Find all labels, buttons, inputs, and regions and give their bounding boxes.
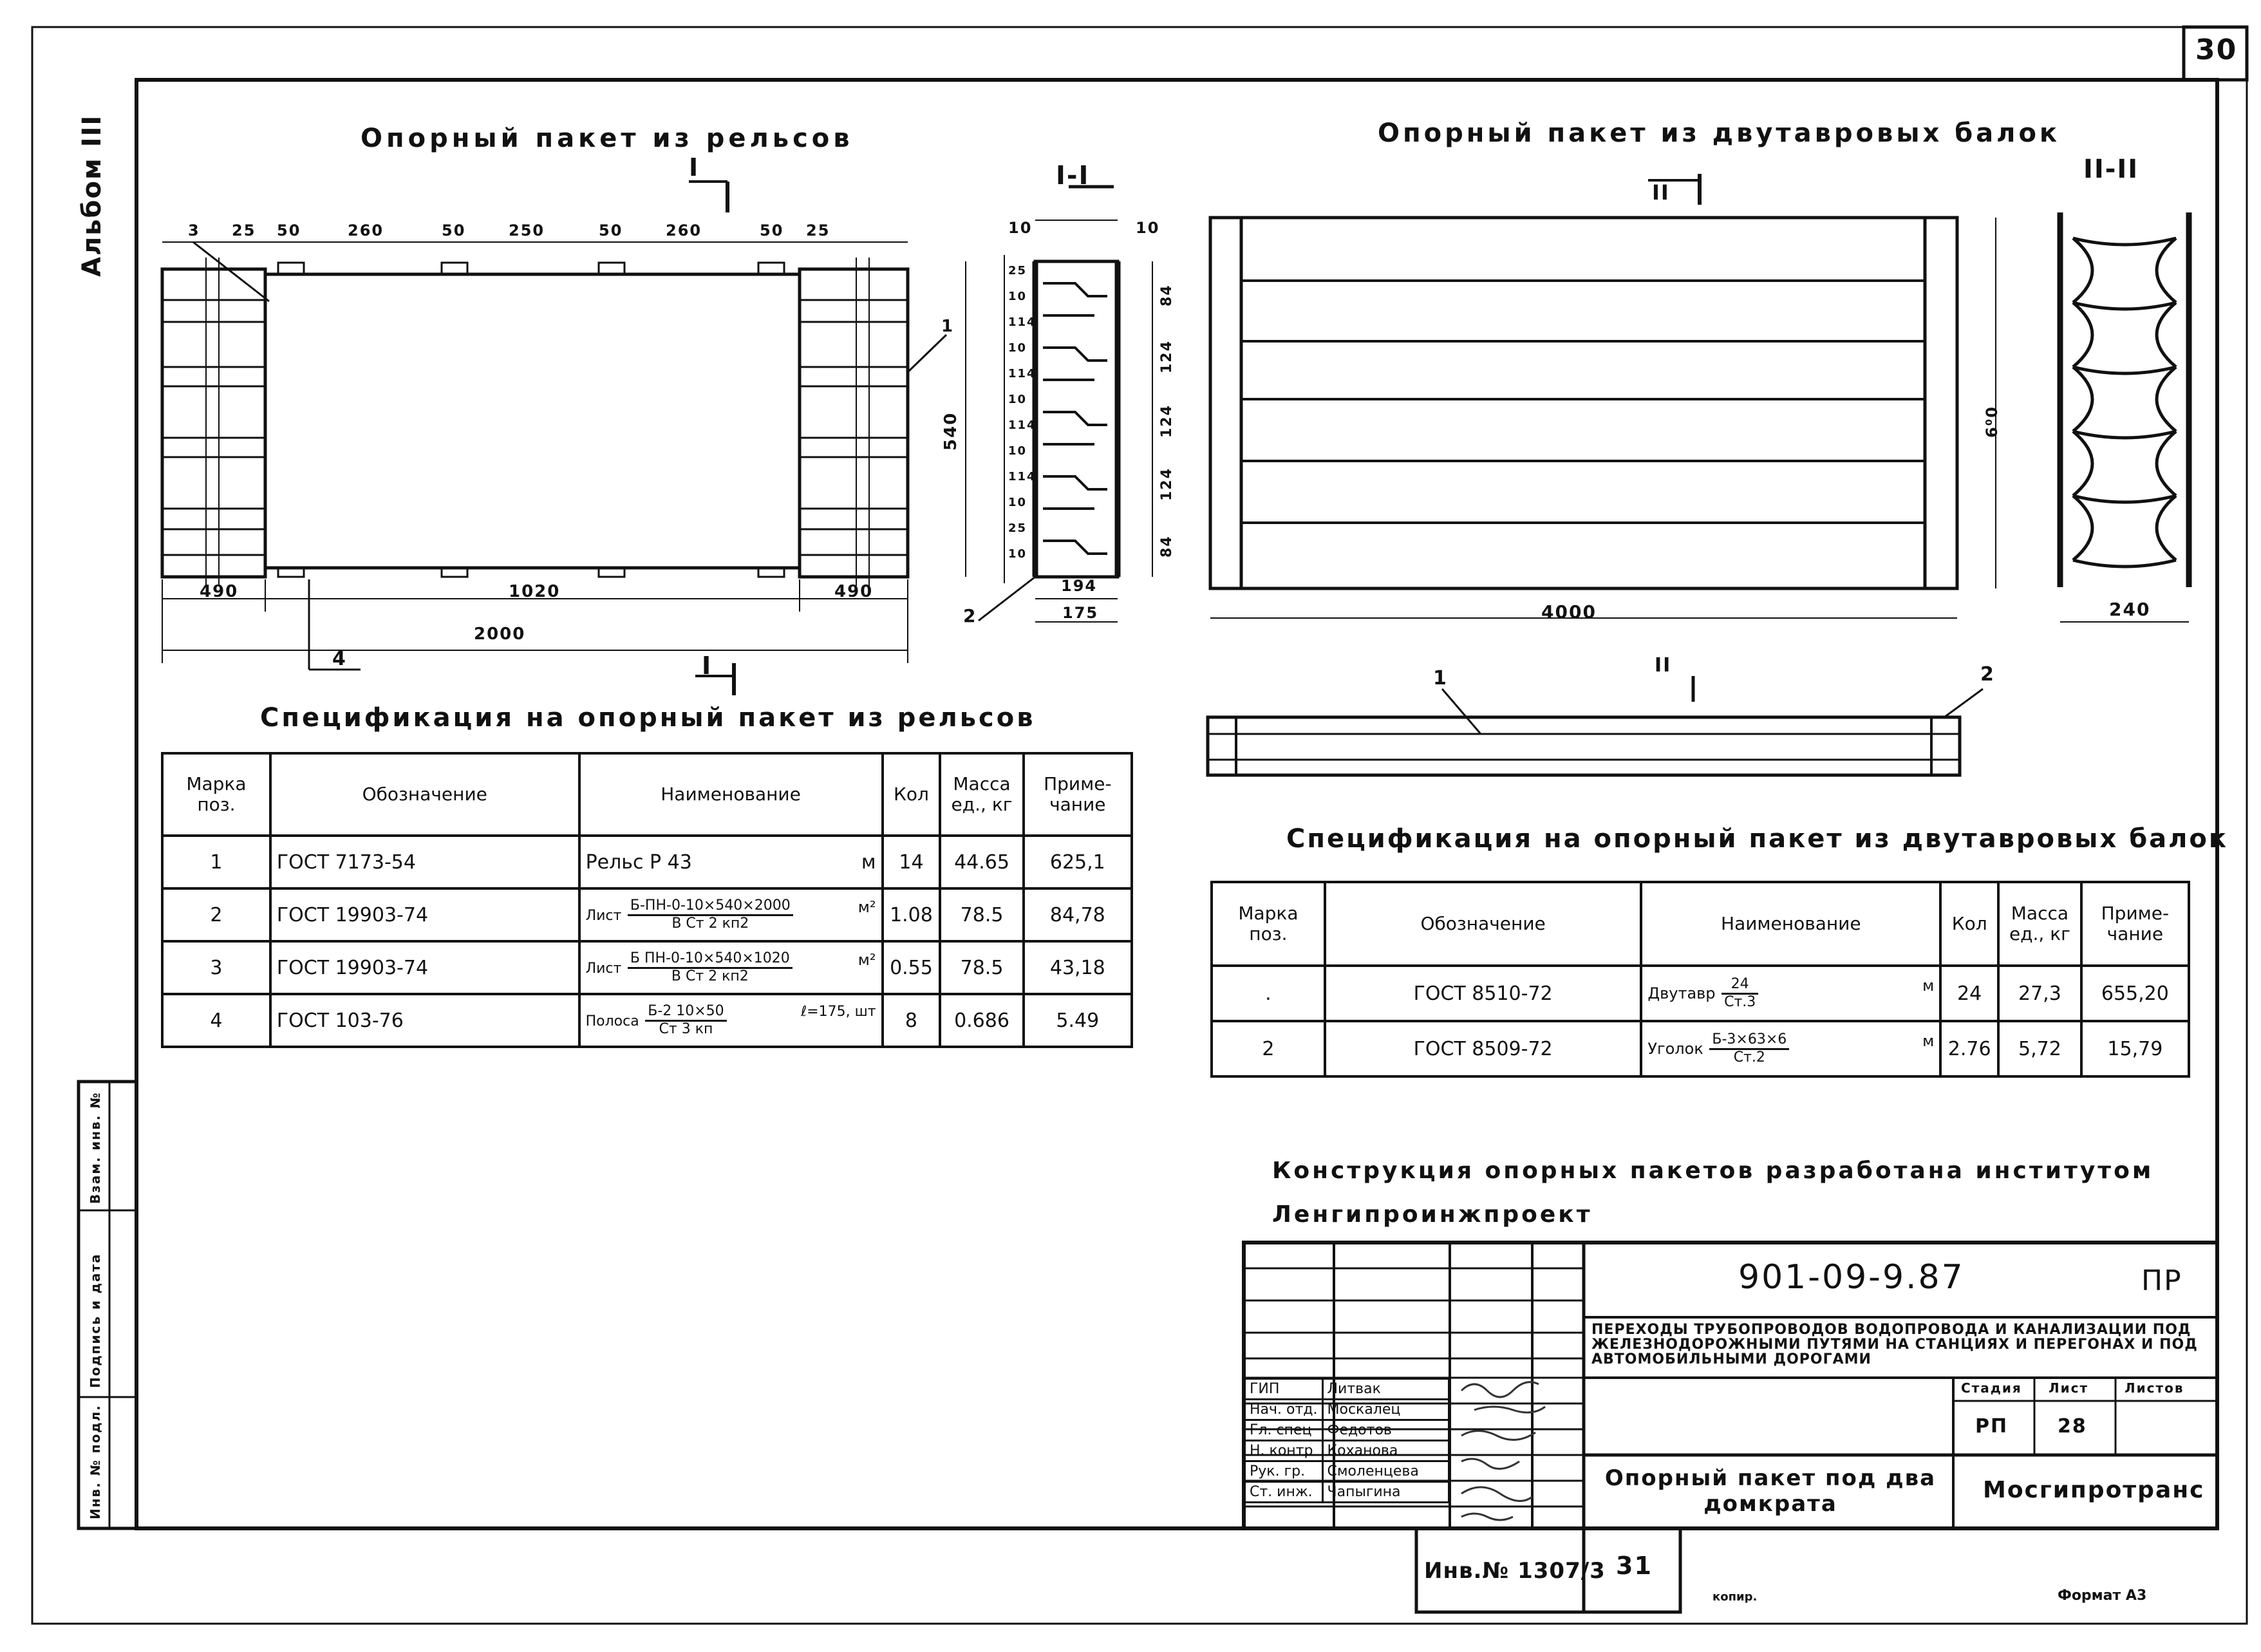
name-text: Лист bbox=[585, 908, 622, 925]
sheet-value: 28 bbox=[2058, 1415, 2087, 1438]
name-text: Полоса bbox=[585, 1013, 639, 1030]
section-left-dim: 10 bbox=[1008, 547, 1027, 561]
role: ГИП bbox=[1245, 1379, 1323, 1400]
table-row bbox=[1212, 966, 2189, 1021]
organization: Мосгипротранс bbox=[1983, 1477, 2205, 1503]
rail-spec-title: Спецификация на опорный пакет из рельсов bbox=[260, 703, 1036, 733]
rail-section-mark-bottom: I bbox=[702, 652, 713, 680]
dim-top: 260 bbox=[666, 221, 702, 239]
section-inner-width: 194 bbox=[1061, 577, 1098, 595]
section-left-dim: 10 bbox=[1008, 290, 1027, 303]
role-row bbox=[1245, 1420, 1449, 1441]
name-cell bbox=[579, 994, 883, 1047]
section-height: 540 bbox=[941, 411, 961, 451]
callout-4: 4 bbox=[332, 648, 347, 670]
table-row bbox=[162, 994, 1132, 1047]
qty-cell: 1.08 bbox=[883, 888, 941, 941]
name-fraction bbox=[645, 1004, 726, 1037]
pos-cell: . bbox=[1212, 966, 1325, 1021]
ibeam-width-dim: 240 bbox=[2109, 599, 2151, 620]
mass-cell: 27,3 bbox=[1998, 966, 2081, 1021]
project-title: ПЕРЕХОДЫ ТРУБОПРОВОДОВ ВОДОПРОВОДА И КАНАЛИЗАЦИИ ПОД ЖЕЛЕЗНОДОРОЖНЫМИ ПУТЯМИ НА СТАНЦИЯХ И ПЕРЕГОНАХ И ПОД АВТОМОБИЛЬНЫМИ ДОРОГАМИ bbox=[1591, 1322, 2198, 1368]
col-header: Кол bbox=[883, 753, 941, 836]
unit-text: м bbox=[1922, 1032, 1935, 1051]
mass-cell: 44.65 bbox=[940, 836, 1023, 888]
role: Гл. спец bbox=[1245, 1420, 1323, 1441]
ibeam-pack-title: Опорный пакет из двутавровых балок bbox=[1378, 118, 2061, 148]
ibeam-spec-table bbox=[1210, 881, 2190, 1078]
name-text: Уголок bbox=[1647, 1040, 1703, 1058]
fraction-num: Б ПН-0-10×540×1020 bbox=[628, 951, 793, 968]
person: Коханова bbox=[1322, 1441, 1449, 1461]
section-left-dim: 114 bbox=[1008, 470, 1037, 483]
mass-cell: 78.5 bbox=[940, 888, 1023, 941]
role-row bbox=[1245, 1379, 1449, 1400]
qty-cell: 24 bbox=[1940, 966, 1998, 1021]
fraction-den: Ст.3 bbox=[1724, 993, 1756, 1010]
section-left-dim: 25 bbox=[1008, 264, 1027, 277]
ibeam-spec-title: Спецификация на опорный пакет из двутавровых балок bbox=[1286, 824, 2229, 854]
fraction-num: 24 bbox=[1722, 977, 1758, 994]
drawing-title: Опорный пакет под два домкрата bbox=[1604, 1465, 1937, 1517]
qty-cell: 8 bbox=[883, 994, 941, 1047]
name-cell bbox=[579, 836, 883, 888]
section-right-dim: 124 bbox=[1159, 340, 1175, 373]
note-cell: 43,18 bbox=[1024, 941, 1132, 994]
section-right-dim: 84 bbox=[1159, 284, 1175, 306]
dim-top: 260 bbox=[348, 221, 384, 239]
callout-1: 1 bbox=[941, 317, 955, 336]
ibeam-section-mark: II bbox=[1652, 180, 1670, 205]
section-right-dim: 124 bbox=[1159, 467, 1175, 501]
designation-cell: ГОСТ 7173-54 bbox=[270, 836, 579, 888]
name-cell bbox=[1641, 966, 1940, 1021]
name-cell bbox=[579, 941, 883, 994]
dim-top: 50 bbox=[277, 221, 301, 239]
stage-value: РП bbox=[1975, 1415, 2009, 1438]
section-dim-left-top: 10 bbox=[1008, 219, 1033, 237]
designation-cell: ГОСТ 8510-72 bbox=[1325, 966, 1642, 1021]
table-row bbox=[1212, 1021, 2189, 1076]
person: Литвак bbox=[1322, 1379, 1449, 1400]
designation-cell: ГОСТ 103-76 bbox=[270, 994, 579, 1047]
format-label: Формат А3 bbox=[2058, 1588, 2147, 1604]
section-left-dim: 25 bbox=[1008, 521, 1027, 535]
mass-cell: 5,72 bbox=[1998, 1021, 2081, 1076]
col-header: Марка поз. bbox=[162, 753, 270, 836]
unit-text: м² bbox=[858, 898, 876, 917]
stage-label: Стадия bbox=[1961, 1380, 2022, 1396]
name-fraction bbox=[628, 898, 793, 931]
section-left-dim: 10 bbox=[1008, 444, 1027, 458]
note-cell: 5.49 bbox=[1024, 994, 1132, 1047]
section-right-dim: 84 bbox=[1159, 535, 1175, 558]
mass-cell: 78.5 bbox=[940, 941, 1023, 994]
album-label: Альбом III bbox=[77, 114, 107, 277]
section-left-dim: 114 bbox=[1008, 418, 1037, 432]
pos-cell: 3 bbox=[162, 941, 270, 994]
sheets-label: Листов bbox=[2125, 1380, 2184, 1396]
fraction-num: Б-3×63×6 bbox=[1709, 1032, 1789, 1049]
dim-top: 50 bbox=[599, 221, 623, 239]
qty-cell: 2.76 bbox=[1940, 1021, 1998, 1076]
copied-label: копир. bbox=[1712, 1590, 1758, 1604]
role: Ст. инж. bbox=[1245, 1482, 1323, 1503]
col-header: Марка поз. bbox=[1212, 882, 1325, 966]
fraction-den: В Ст 2 кп2 bbox=[671, 968, 749, 984]
section-left-dim: 114 bbox=[1008, 315, 1037, 329]
ibeam-section-title: II-II bbox=[2083, 155, 2139, 184]
name-fraction bbox=[628, 951, 793, 984]
role: Нач. отд. bbox=[1245, 1400, 1323, 1420]
col-header: Наименование bbox=[579, 753, 883, 836]
rail-spec-table bbox=[161, 752, 1133, 1048]
section-callout-2: 2 bbox=[963, 605, 977, 626]
sheet-number: 30 bbox=[2195, 33, 2238, 66]
person: Смоленцева bbox=[1322, 1461, 1449, 1482]
ibeam-callout-2: 2 bbox=[1980, 663, 1995, 686]
role-row bbox=[1245, 1482, 1449, 1503]
dim-callout-3: 3 bbox=[188, 221, 200, 239]
side-label-signature: Подпись и дата bbox=[88, 1253, 103, 1388]
name-fraction bbox=[1709, 1032, 1789, 1065]
dim-total: 2000 bbox=[474, 624, 526, 644]
table-row bbox=[162, 836, 1132, 888]
note-line-2: Ленгипроинжпроект bbox=[1272, 1201, 1593, 1228]
pos-cell: 1 bbox=[162, 836, 270, 888]
section-left-dim: 10 bbox=[1008, 341, 1027, 355]
unit-text: м bbox=[1922, 977, 1935, 995]
ibeam-height-dim: 6⁰0 bbox=[1983, 406, 2001, 438]
rail-pack-plan bbox=[162, 182, 946, 695]
unit-text: ℓ=175, шт bbox=[801, 1004, 876, 1020]
pos-cell: 4 bbox=[162, 994, 270, 1047]
rail-section-mark-top: I bbox=[689, 153, 700, 182]
dim-top: 25 bbox=[232, 221, 256, 239]
ibeam-section bbox=[2060, 212, 2189, 622]
page-number: 31 bbox=[1616, 1552, 1653, 1580]
fraction-den: В Ст 2 кп2 bbox=[671, 915, 749, 932]
col-header: Приме-чание bbox=[2081, 882, 2189, 966]
unit-text: м² bbox=[858, 951, 876, 970]
col-header: Приме-чание bbox=[1024, 753, 1132, 836]
note-line-1: Конструкция опорных пакетов разработана институтом bbox=[1272, 1158, 2154, 1184]
note-cell: 15,79 bbox=[2081, 1021, 2189, 1076]
ibeam-pack-plan bbox=[1210, 174, 1996, 618]
roles-table bbox=[1244, 1378, 1450, 1503]
section-dim-right-top: 10 bbox=[1136, 219, 1160, 237]
person: Федотов bbox=[1322, 1420, 1449, 1441]
ibeam-callout-1: 1 bbox=[1433, 667, 1448, 690]
name-cell bbox=[579, 888, 883, 941]
note-cell: 655,20 bbox=[2081, 966, 2189, 1021]
ibeam-length-dim: 4000 bbox=[1541, 601, 1597, 623]
role: Рук. гр. bbox=[1245, 1461, 1323, 1482]
col-header: Обозначение bbox=[1325, 882, 1642, 966]
section-left-dim: 10 bbox=[1008, 496, 1027, 509]
col-header: Наименование bbox=[1641, 882, 1940, 966]
name-text: Двутавр bbox=[1647, 984, 1716, 1003]
role: Н. контр bbox=[1245, 1441, 1323, 1461]
qty-cell: 0.55 bbox=[883, 941, 941, 994]
col-header: Обозначение bbox=[270, 753, 579, 836]
side-label-inventory: Инв. № подл. bbox=[88, 1404, 103, 1519]
pos-cell: 2 bbox=[1212, 1021, 1325, 1076]
name-fraction bbox=[1722, 977, 1758, 1009]
rail-pack-title: Опорный пакет из рельсов bbox=[361, 124, 854, 153]
fraction-num: Б-ПН-0-10×540×2000 bbox=[628, 898, 793, 915]
role-row bbox=[1245, 1441, 1449, 1461]
dim-top: 50 bbox=[442, 221, 466, 239]
col-header: Кол bbox=[1940, 882, 1998, 966]
col-header: Масса ед., кг bbox=[940, 753, 1023, 836]
table-row bbox=[162, 941, 1132, 994]
dim-bottom-center: 1020 bbox=[509, 582, 561, 601]
note-cell: 84,78 bbox=[1024, 888, 1132, 941]
dim-top: 50 bbox=[760, 221, 784, 239]
doc-code: 901-09-9.87 bbox=[1738, 1258, 1965, 1297]
rail-section bbox=[966, 187, 1152, 622]
section-right-dim: 124 bbox=[1159, 404, 1175, 438]
role-row bbox=[1245, 1461, 1449, 1482]
fraction-den: Ст.2 bbox=[1733, 1049, 1765, 1065]
note-cell: 625,1 bbox=[1024, 836, 1132, 888]
doc-type: ПР bbox=[2141, 1264, 2182, 1297]
name-text: Лист bbox=[585, 961, 622, 977]
inventory-number: Инв.№ 1307/3 bbox=[1424, 1558, 1606, 1584]
designation-cell: ГОСТ 19903-74 bbox=[270, 941, 579, 994]
dim-bottom-left: 490 bbox=[200, 582, 239, 601]
name-text: Рельс Р 43 bbox=[585, 850, 692, 874]
role-row bbox=[1245, 1400, 1449, 1420]
section-left-dims bbox=[1008, 251, 1037, 586]
fraction-num: Б-2 10×50 bbox=[645, 1004, 726, 1021]
ibeam-elevation bbox=[1208, 676, 1983, 775]
dim-bottom-right: 490 bbox=[834, 582, 874, 601]
fraction-den: Ст 3 кп bbox=[659, 1020, 713, 1037]
mass-cell: 0.686 bbox=[940, 994, 1023, 1047]
ibeam-elevation-mark: II bbox=[1655, 654, 1672, 677]
designation-cell: ГОСТ 19903-74 bbox=[270, 888, 579, 941]
designation-cell: ГОСТ 8509-72 bbox=[1325, 1021, 1642, 1076]
person: Москалец bbox=[1322, 1400, 1449, 1420]
section-left-dim: 10 bbox=[1008, 393, 1027, 406]
table-row bbox=[162, 888, 1132, 941]
name-cell bbox=[1641, 1021, 1940, 1076]
section-width: 175 bbox=[1062, 604, 1099, 622]
unit-text: м bbox=[861, 850, 876, 874]
sheet-label: Лист bbox=[2049, 1380, 2089, 1396]
person: Чапыгина bbox=[1322, 1482, 1449, 1503]
col-header: Масса ед., кг bbox=[1998, 882, 2081, 966]
qty-cell: 14 bbox=[883, 836, 941, 888]
dim-top: 250 bbox=[509, 221, 545, 239]
dim-top: 25 bbox=[806, 221, 830, 239]
section-left-dim: 114 bbox=[1008, 367, 1037, 380]
rail-section-title: I-I bbox=[1056, 161, 1090, 191]
side-label-replace: Взам. инв. № bbox=[88, 1091, 103, 1204]
pos-cell: 2 bbox=[162, 888, 270, 941]
